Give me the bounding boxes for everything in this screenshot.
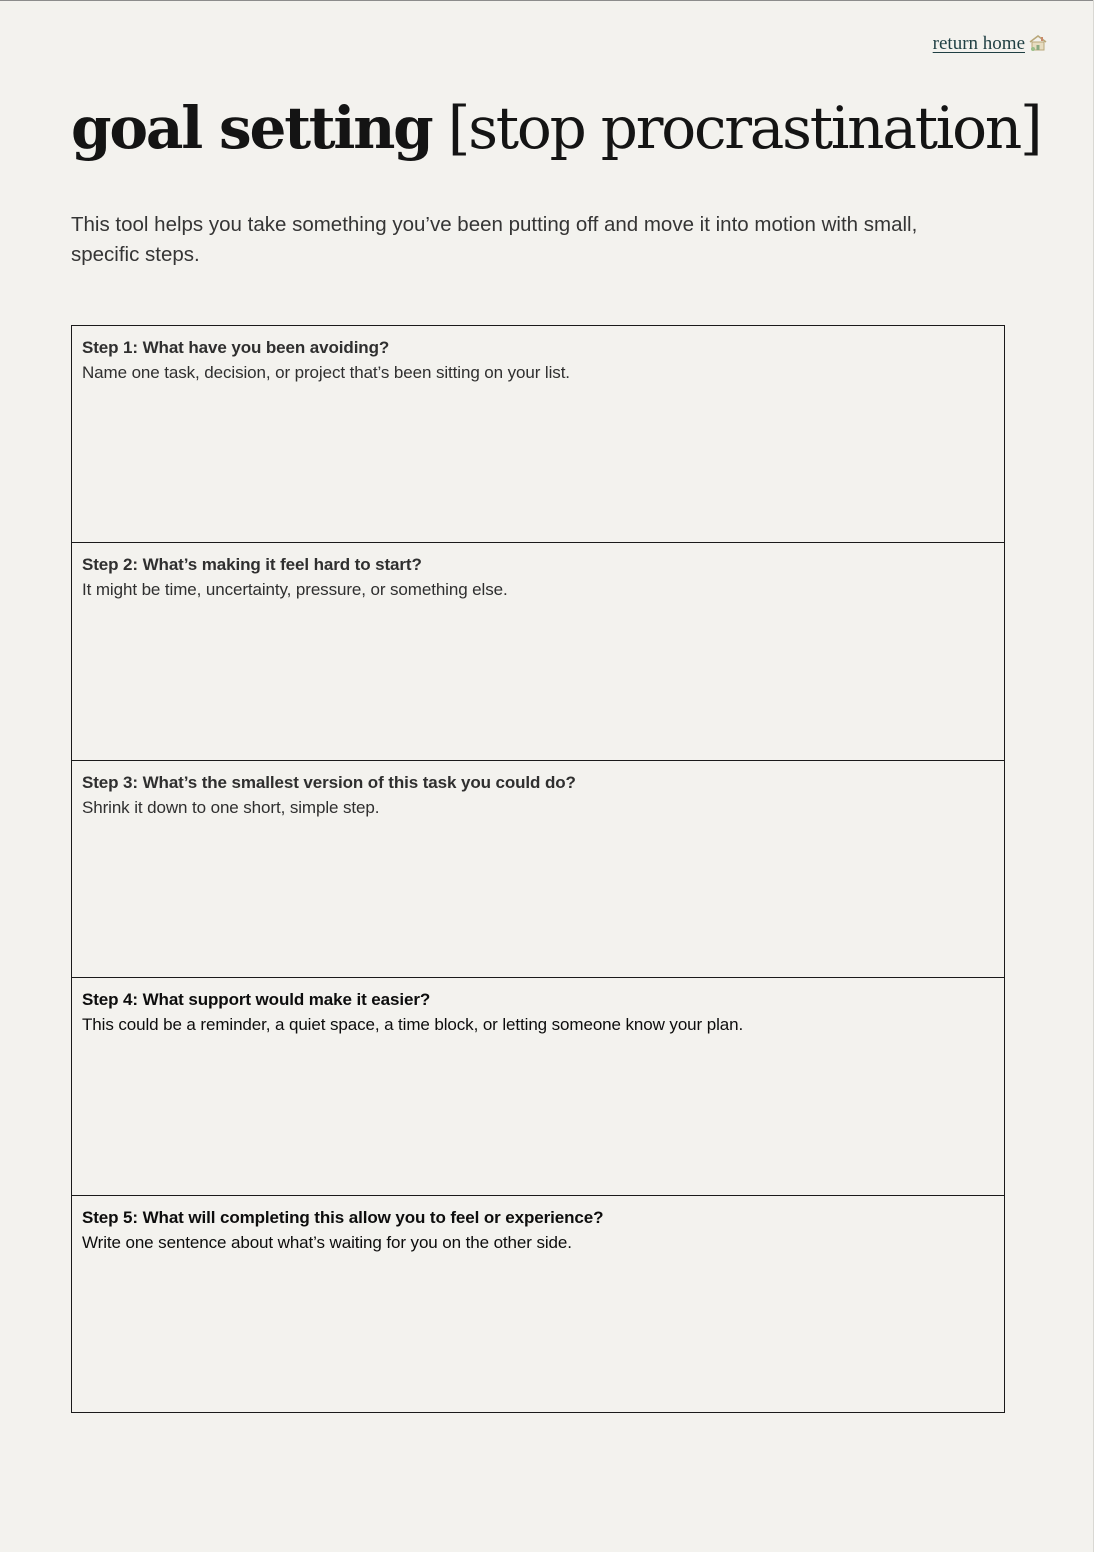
step-1-title: Step 1: What have you been avoiding? [82,338,390,357]
step-3-box[interactable] [71,761,1005,978]
step-2-box[interactable] [71,543,1005,760]
page-title [71,86,1040,170]
step-5-box[interactable] [71,1196,1005,1413]
top-divider [0,0,1094,1]
worksheet-table [71,325,1005,1413]
step-1-box[interactable] [71,326,1005,543]
step-5-title: Step 5: What will completing this allow you to feel or experience? [82,1207,604,1227]
step-2-hint: It might be time, uncertainty, pressure, or something else. [82,580,508,600]
step-3-title: Step 3: What’s the smallest version of this task you could do? [82,772,576,792]
step-5-hint: Write one sentence about what’s waiting for you on the other side. [82,1232,572,1252]
step-2-title: Step 2: What’s making it feel hard to start? [82,555,422,575]
step-1-hint: Name one task, decision, or project that’s been sitting on your list. [82,363,570,382]
return-home-label: return home [932,33,1025,54]
step-4-box[interactable] [71,978,1005,1195]
house-icon [1028,34,1048,57]
return-home-link[interactable] [933,33,1048,57]
step-4-title: Step 4: What support would make it easier? [82,990,431,1010]
step-3-hint: Shrink it down to one short, simple step. [82,797,380,817]
page-title-bracketed: [stop procrastination] [447,94,1041,162]
page-title-main: goal setting [71,94,432,162]
intro-text: This tool helps you take something you’ve been putting off and move it into motion with small, specific steps. [71,213,918,266]
step-4-hint: This could be a reminder, a quiet space, a time block, or letting someone know your plan. [82,1015,744,1035]
